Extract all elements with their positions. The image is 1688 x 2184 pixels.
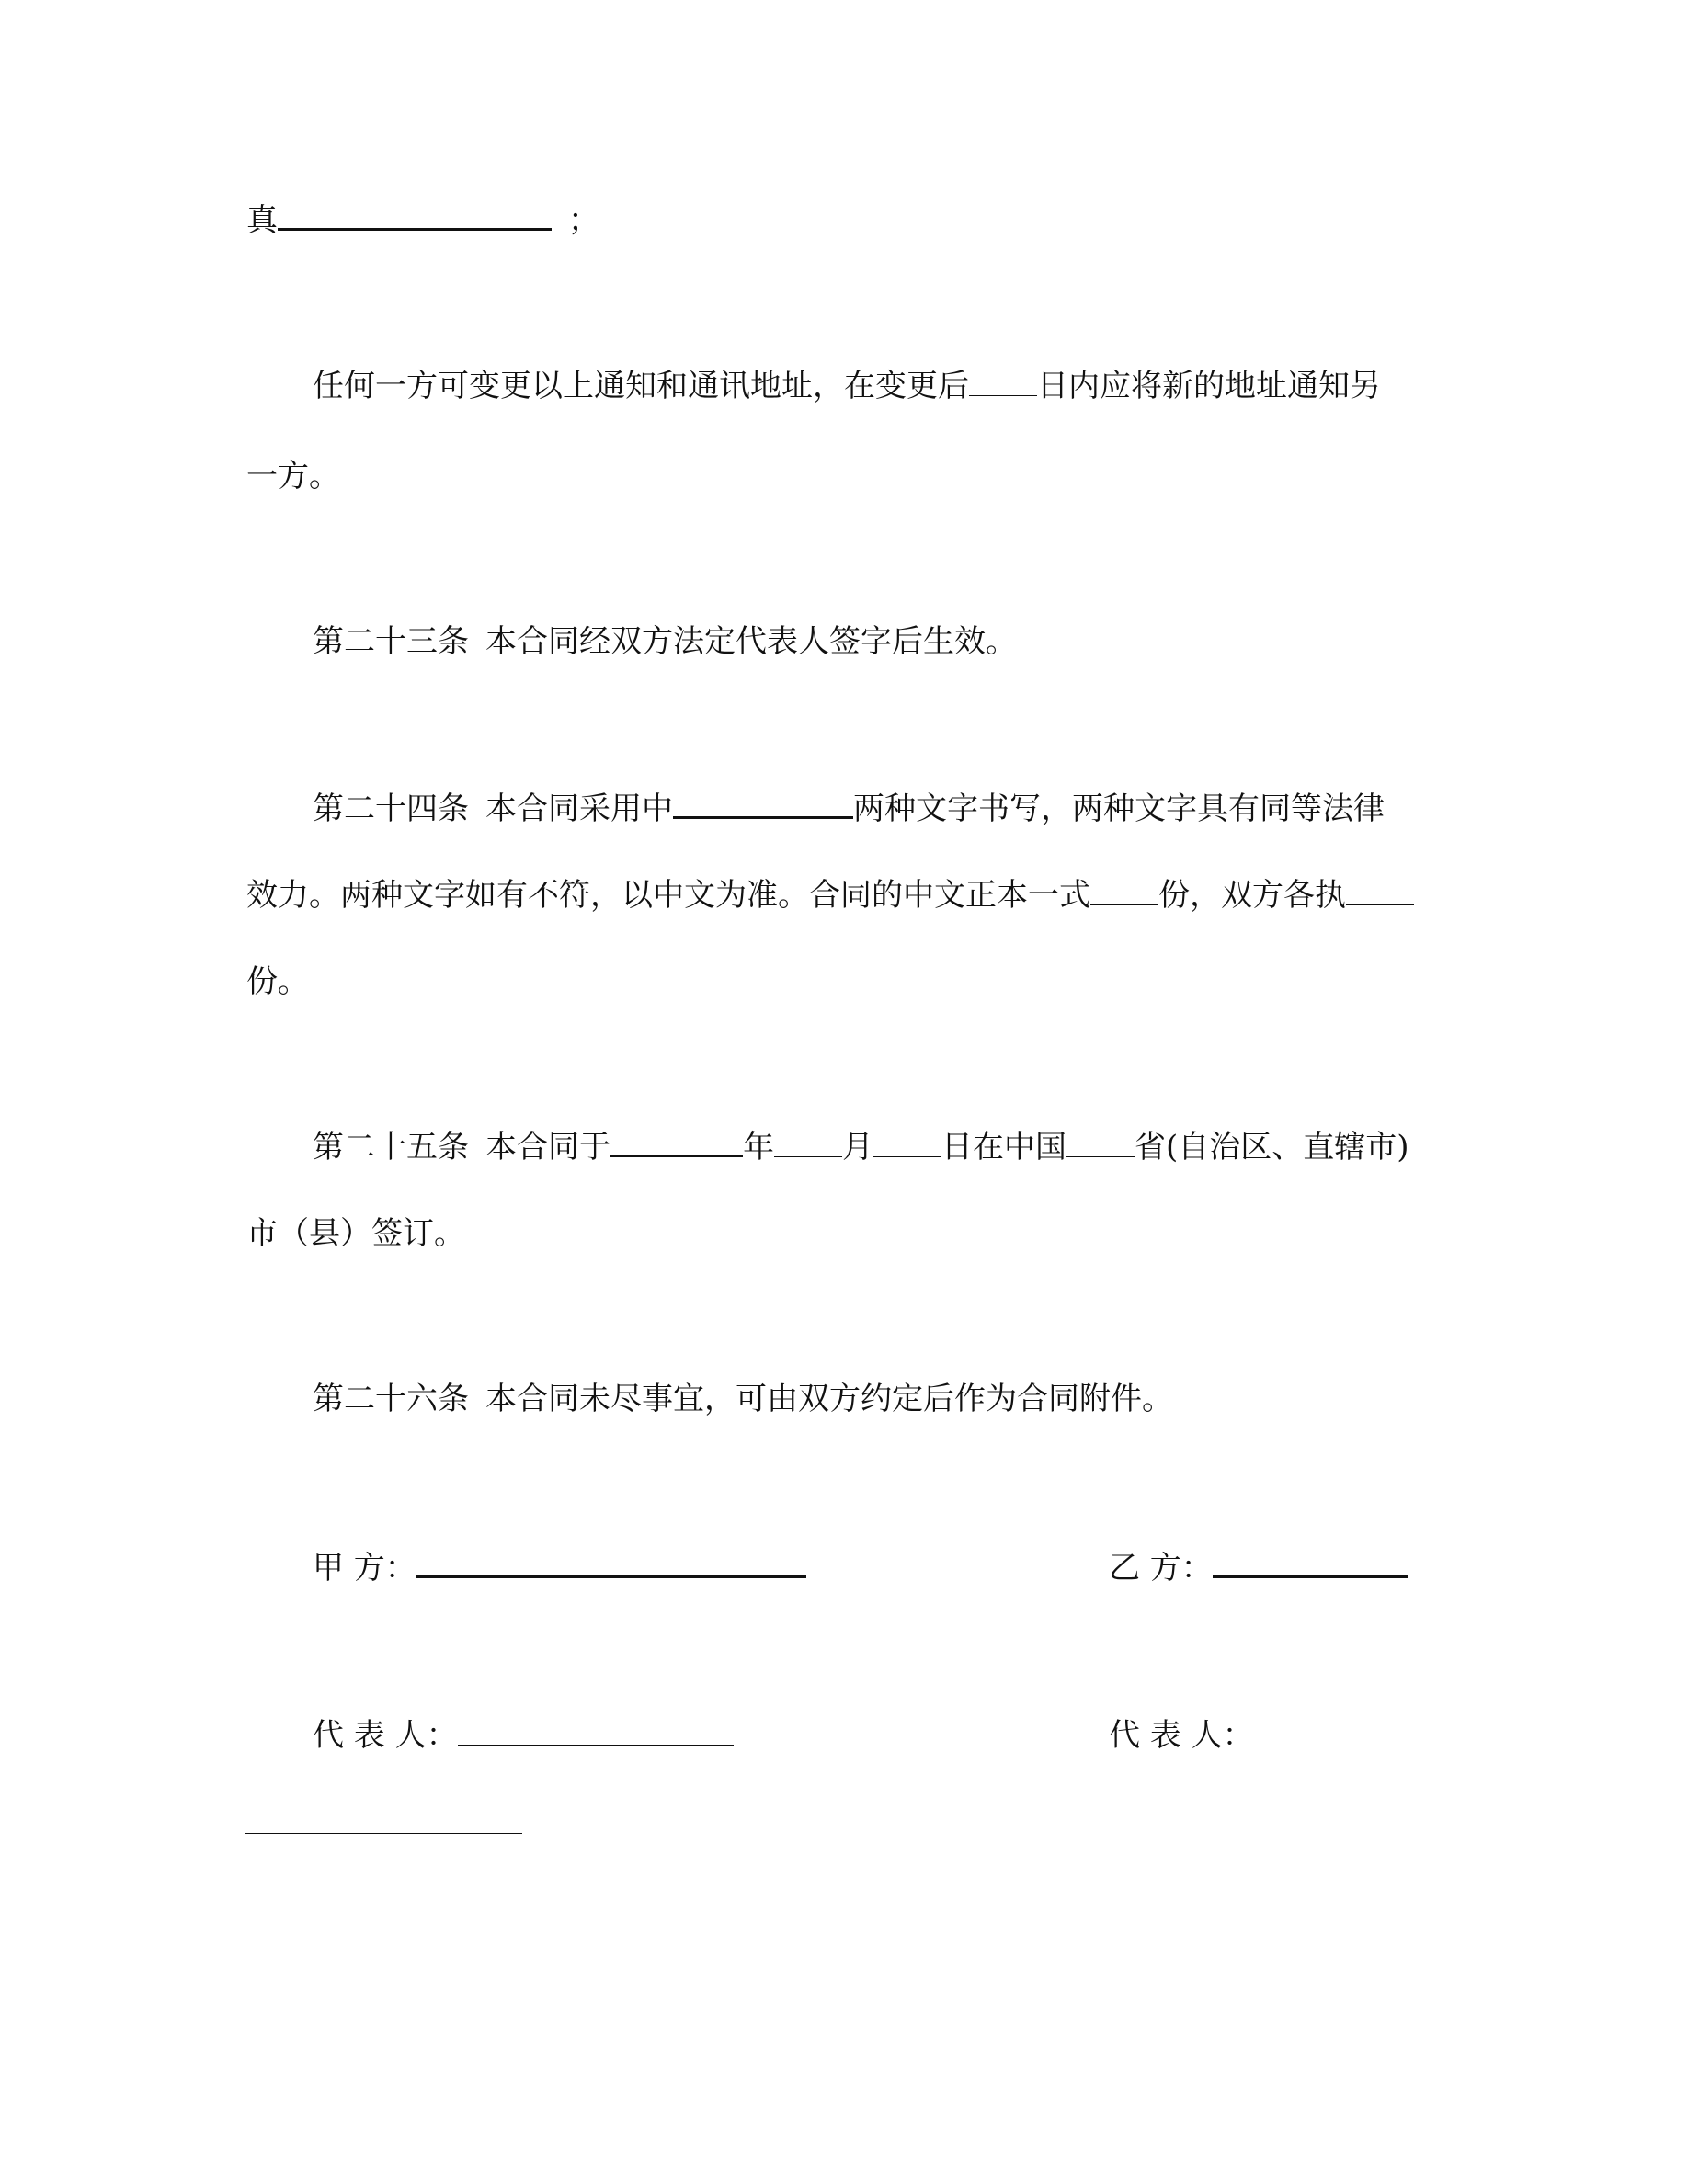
notice-line-1 (313, 366, 1381, 406)
article-25-text-b: 省(自治区、直辖市) (1135, 1129, 1409, 1166)
article-26-heading: 第二十六条 (313, 1381, 469, 1417)
article-26-body: 本合同未尽事宜，可由双方约定后作为合同附件。 (485, 1381, 1173, 1417)
article-25-year-blank (610, 1154, 743, 1157)
article-23-body: 本合同经双方法定代表人签字后生效。 (485, 623, 1017, 660)
fax-blank (278, 227, 552, 231)
notice-text-a: 任何一方可变更以上通知和通讯地址，在变更后 (313, 368, 969, 404)
article-24-copies-blank (1090, 904, 1158, 905)
rep-b-label: 代 表 人： (1109, 1717, 1254, 1754)
article-25-text-a: 本合同于 (485, 1129, 610, 1166)
article-25-heading: 第二十五条 (313, 1129, 469, 1166)
rep-a-line (313, 1715, 734, 1756)
article-25-province-blank (1066, 1155, 1135, 1157)
article-25-year: 年 (743, 1129, 774, 1166)
fax-end: ； (568, 202, 599, 239)
notice-text-c: 一方。 (246, 458, 340, 495)
article-24-line-3 (246, 961, 309, 1002)
fax-label: 真 (246, 202, 278, 239)
notice-days-blank (969, 394, 1037, 396)
article-25-text-c: 市（县）签订。 (246, 1215, 465, 1252)
article-25-month-blank (774, 1155, 842, 1157)
article-26 (313, 1379, 1173, 1419)
rep-a-label: 代 表 人： (313, 1717, 458, 1754)
rep-a-blank (458, 1744, 734, 1746)
article-25-day: 日在中国 (941, 1129, 1066, 1166)
article-24-line-1 (313, 789, 1385, 829)
article-24-heading: 第二十四条 (313, 791, 469, 827)
fax-line (246, 200, 599, 241)
party-a-label: 甲 方： (313, 1550, 416, 1587)
article-23 (313, 621, 1017, 662)
article-24-text-d: 份，双方各执 (1158, 877, 1346, 914)
notice-text-b: 日内应将新的地址通知另 (1037, 368, 1381, 404)
article-25-line-2 (246, 1213, 465, 1254)
article-25-line-1 (313, 1127, 1409, 1167)
article-24-line-2 (246, 875, 1414, 916)
article-24-language-blank (673, 815, 853, 819)
article-24-text-c: 效力。两种文字如有不符，以中文为准。合同的中文正本一式 (246, 877, 1090, 914)
article-24-text-a: 本合同采用中 (485, 791, 673, 827)
party-b-line (1109, 1548, 1408, 1588)
article-25-month: 月 (842, 1129, 873, 1166)
party-a-blank (416, 1575, 806, 1578)
notice-line-2 (246, 456, 340, 496)
rep-b-blank (245, 1833, 522, 1834)
article-23-heading: 第二十三条 (313, 623, 469, 660)
article-24-each-blank (1346, 904, 1414, 905)
rep-b-line (1109, 1715, 1254, 1756)
party-a-line (313, 1548, 806, 1588)
party-b-blank (1213, 1575, 1408, 1578)
article-25-day-blank (873, 1155, 941, 1157)
party-b-label: 乙 方： (1109, 1550, 1213, 1587)
article-24-text-e: 份。 (246, 963, 309, 1000)
article-24-text-b: 两种文字书写，两种文字具有同等法律 (853, 791, 1385, 827)
